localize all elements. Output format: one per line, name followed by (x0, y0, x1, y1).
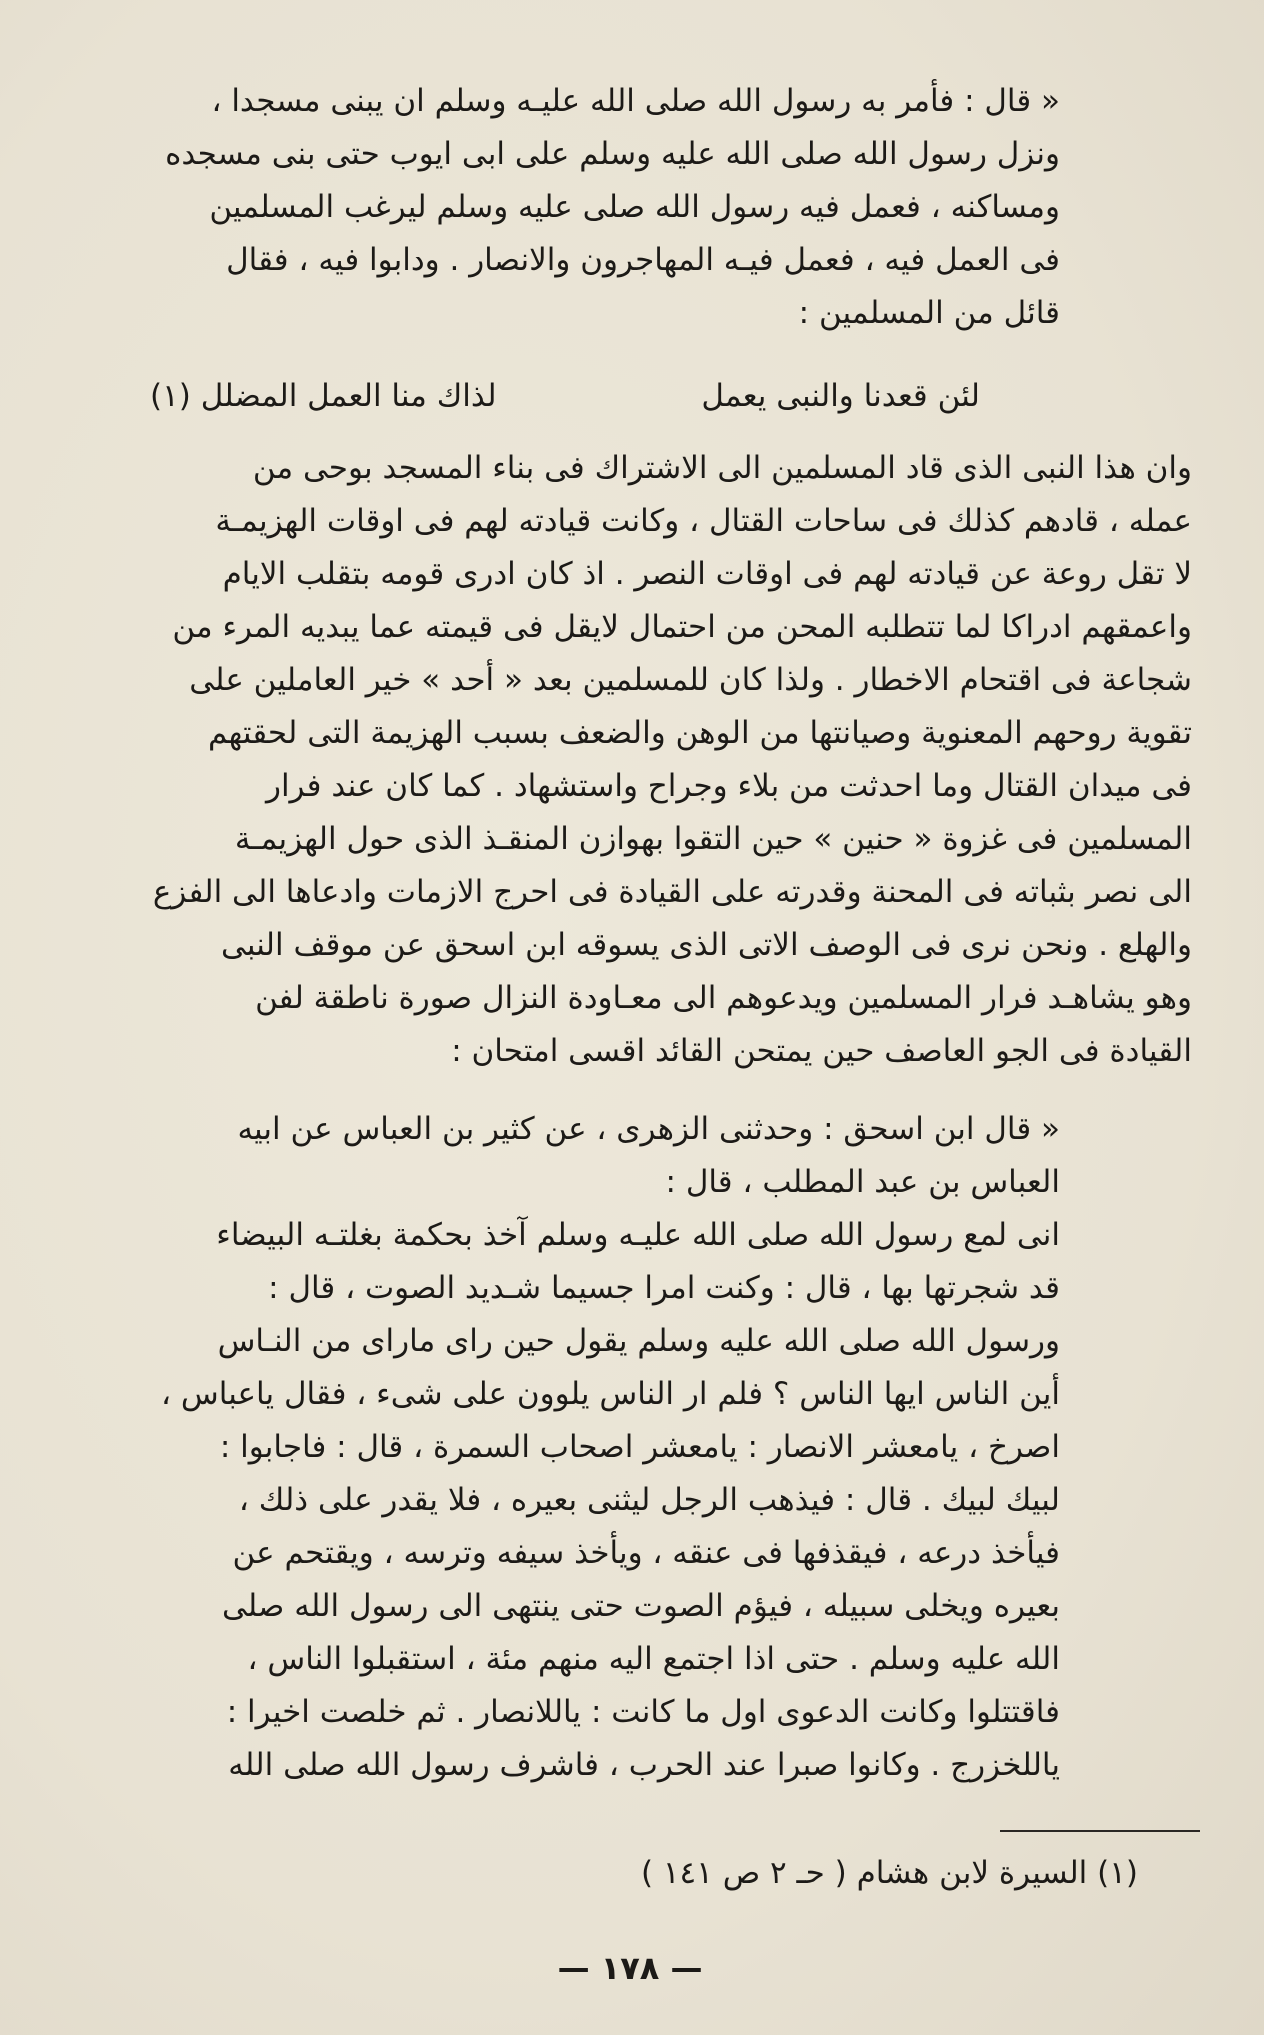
text-line: شجاعة فى اقتحام الاخطار . ولذا كان للمسلمين بعد « أحد » خير العاملين على (189, 662, 1192, 698)
text-line: واعمقهم ادراكا لما تتطلبه المحن من احتمال لايقل فى قيمته عما يبديه المرء من (172, 609, 1192, 645)
text-line: فاقتتلوا وكانت الدعوى اول ما كانت : ياللانصار . ثم خلصت اخيرا : (226, 1694, 1060, 1730)
text-line: قائل من المسلمين : (798, 295, 1060, 331)
text-line: ياللخزرج . وكانوا صبرا عند الحرب ، فاشرف رسول الله صلى الله (228, 1747, 1060, 1783)
text-line: لا تقل روعة عن قيادته لهم فى اوقات النصر . اذ كان ادرى قومه بتقلب الايام (222, 556, 1192, 592)
quote-block-mosque (60, 75, 1060, 340)
text-line: ونزل رسول الله صلى الله عليه وسلم على ابى ايوب حتى بنى مسجده (165, 136, 1060, 172)
verse-second-hemistich: لذاك منا العمل المضلل (١) (150, 378, 497, 414)
text-line: ومساكنه ، فعمل فيه رسول الله صلى عليه وسلم ليرغب المسلمين (209, 189, 1060, 225)
verse-first-hemistich: لئن قعدنا والنبى يعمل (701, 378, 980, 414)
poetry-verse (140, 368, 980, 424)
text-line: « قال : فأمر به رسول الله صلى الله عليـه وسلم ان يبنى مسجدا ، (211, 83, 1060, 119)
text-line: الى نصر بثباته فى المحنة وقدرته على القيادة فى احرج الازمات وادعاها الى الفزع (152, 874, 1192, 910)
text-line: القيادة فى الجو العاصف حين يمتحن القائد اقسى امتحان : (451, 1033, 1192, 1069)
text-line: اصرخ ، يامعشر الانصار : يامعشر اصحاب السمرة ، قال : فاجابوا : (219, 1429, 1060, 1465)
text-line: بعيره ويخلى سبيله ، فيؤم الصوت حتى ينتهى الى رسول الله صلى (221, 1588, 1060, 1624)
text-line: فى العمل فيه ، فعمل فيـه المهاجرون والانصار . ودابوا فيه ، فقال (226, 242, 1060, 278)
text-line: أين الناس ايها الناس ؟ فلم ار الناس يلوون على شىء ، فقال ياعباس ، (161, 1376, 1060, 1412)
text-line: ورسول الله صلى الله عليه وسلم يقول حين راى ماراى من النـاس (217, 1323, 1060, 1359)
text-line: وهو يشاهـد فرار المسلمين ويدعوهم الى معـاودة النزال صورة ناطقة لفن (255, 980, 1192, 1016)
text-line: المسلمين فى غزوة « حنين » حين التقوا بهوازن المنقـذ الذى حول الهزيمـة (234, 821, 1192, 857)
text-line: عمله ، قادهم كذلك فى ساحات القتال ، وكانت قيادته لهم فى اوقات الهزيمـة (215, 503, 1192, 539)
text-line: لبيك لبيك . قال : فيذهب الرجل ليثنى بعيره ، فلا يقدر على ذلك ، (238, 1482, 1060, 1518)
text-line: وان هذا النبى الذى قاد المسلمين الى الاشتراك فى بناء المسجد بوحى من (252, 450, 1192, 486)
text-line: انى لمع رسول الله صلى الله عليـه وسلم آخذ بحكمة بغلتـه البيضاء (216, 1217, 1060, 1253)
text-line: الله عليه وسلم . حتى اذا اجتمع اليه منهم مئة ، استقبلوا الناس ، (247, 1641, 1060, 1677)
quote-block-hunayn (60, 1103, 1060, 1792)
text-line: العباس بن عبد المطلب ، قال : (665, 1164, 1060, 1200)
text-line: تقوية روحهم المعنوية وصيانتها من الوهن والضعف بسبب الهزيمة التى لحقتهم (207, 715, 1192, 751)
footnote-divider (1000, 1830, 1200, 1832)
text-line: قد شجرتها بها ، قال : وكنت امرا جسيما شـديد الصوت ، قال : (268, 1270, 1060, 1306)
text-line: « قال ابن اسحق : وحدثنى الزهرى ، عن كثير بن العباس عن ابيه (237, 1111, 1060, 1147)
text-line: فيأخذ درعه ، فيقذفها فى عنقه ، ويأخذ سيفه وترسه ، ويقتحم عن (232, 1535, 1060, 1571)
text-line: فى ميدان القتال وما احدثت من بلاء وجراح واستشهاد . كما كان عند فرار (265, 768, 1192, 804)
text-line: والهلع . ونحن نرى فى الوصف الاتى الذى يسوقه ابن اسحق عن موقف النبى (221, 927, 1192, 963)
footnote: (١) السيرة لابن هشام ( حـ ٢ ص ١٤١ ) (640, 1855, 1138, 1891)
main-paragraph (60, 442, 1192, 1078)
page-number: — ١٧٨ — (557, 1949, 703, 1987)
